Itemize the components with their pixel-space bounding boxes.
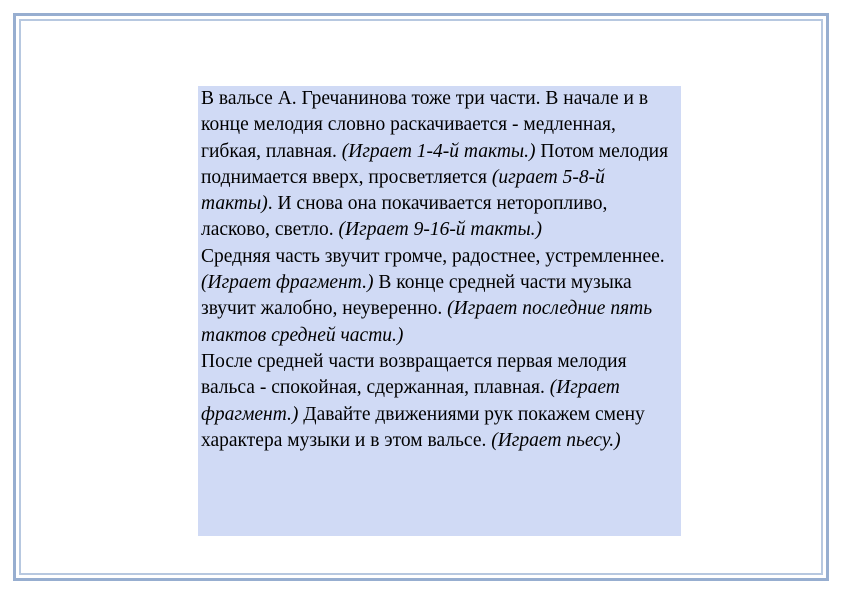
text-run-italic: (Играет пьесу.) — [491, 429, 621, 451]
text-run-italic: (Играет последние пять тактов средней части.) — [201, 298, 653, 346]
paragraph-middle-part — [201, 244, 678, 349]
text-run: В вальсе А. Гречанинова тоже три части. В начале и в конце мелодия словно раскачивается - медленная, гибкая, плавная. — [201, 88, 649, 162]
text-run: После средней части возвращается первая мелодия вальса - спокойная, сдержанная, плавная. — [201, 350, 627, 399]
text-run: Потом мелодия поднимается вверх, просветляется — [201, 140, 669, 188]
text-run: Средняя часть звучит громче, радостнее, устремленнее. — [201, 245, 665, 267]
text-run-italic: (Играет 1-4-й такты.) — [341, 140, 536, 162]
text-run: . И снова она покачивается неторопливо, ласково, светло. — [201, 193, 608, 241]
text-run-italic: (Играет 9-16-й такты.) — [338, 219, 543, 241]
text-run-italic: (играет 5-8-й такты) — [201, 166, 605, 215]
paragraph-part-one — [201, 86, 678, 244]
text-box — [198, 86, 681, 536]
text-run: Давайте движениями рук покажем смену характера музыки и в этом вальсе. — [201, 403, 645, 451]
text-run: В конце средней части музыка звучит жалобно, неуверенно. — [201, 272, 632, 320]
paragraph-return-part — [201, 349, 678, 454]
text-run-italic: (Играет фрагмент.) — [201, 272, 374, 294]
text-run-italic: (Играет фрагмент.) — [201, 377, 620, 425]
